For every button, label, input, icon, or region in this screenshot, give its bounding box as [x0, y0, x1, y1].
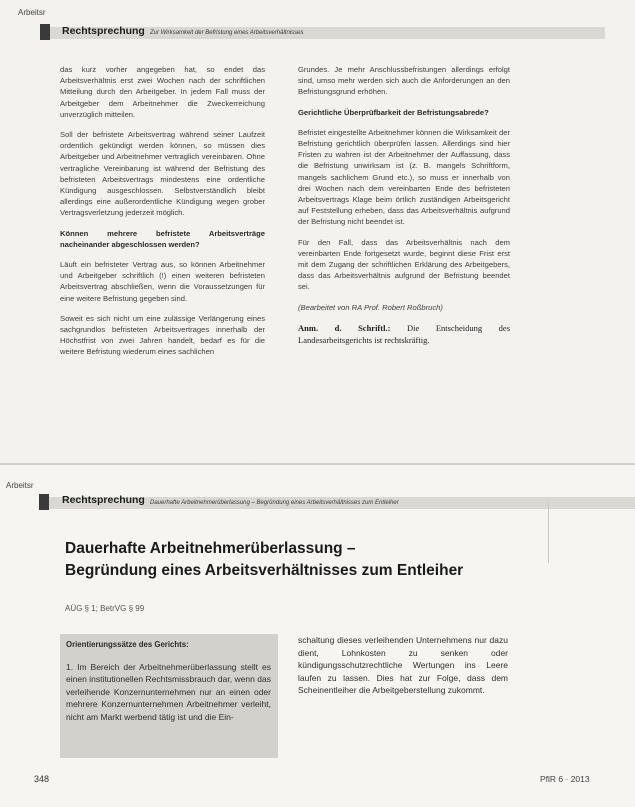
- note-text: Die Entscheidung des Landesarbeitsgerichts ist rechtskräftig.: [298, 322, 511, 345]
- right-column-bottom: [298, 634, 508, 697]
- journal-reference: PflR 6 · 2013: [540, 774, 590, 784]
- paragraph: Läuft ein befristeter Vertrag aus, so können Arbeitnehmer und Arbeitgeber schriftlich (!) einen weiteren befristeten Arbeitsvertrag abschließen, wenn die Voraussetzungen für eine weitere Befristung gegeben sind.: [60, 260, 265, 303]
- article-title-line-2: Begründung eines Arbeitsverhältnisses zum Entleiher: [65, 562, 464, 579]
- paragraph: Soll der befristete Arbeitsvertrag während seiner Laufzeit ordentlich gekündigt werden können, so müssen dies Arbeitgeber und Arbeitnehmer vertraglich vereinbaren. Ohne vertragliche Vereinbarung ist während der Befristung des befristeten Arbeitsvertrags mindestens eine ordentliche Kündigung ausgeschlossen. Selbstverständlich bleibt allerdings eine außerordentliche Kündigung wegen grober Vertragsverletzung jederzeit möglich.: [60, 130, 265, 218]
- right-column-top: [298, 64, 510, 355]
- question-heading: Können mehrere befristete Arbeitsverträge nacheinander abgeschlossen werden?: [60, 228, 265, 249]
- paragraph: Für den Fall, dass das Arbeitsverhältnis nach dem vereinbarten Ende fortgesetzt wurde, beginnt diese Frist erst mit dem Zugang der schriftlichen Erklärung des Arbeitgebers, dass das Arbeitsverhältnis aufgrund der Befristung beendet sei.: [298, 237, 510, 292]
- orientation-heading: Orientierungssätze des Gerichts:: [66, 640, 189, 649]
- editor-credit: (Bearbeitet von RA Prof. Robert Roßbruch): [298, 302, 443, 312]
- paragraph: Befristet eingestellte Arbeitnehmer können die Wirksamkeit der Befristung gerichtlich überprüfen lassen. Allerdings sind hier Fristen zu wahren ist der Arbeitnehmer der Auffassung, dass die Befristung unwirksam ist (z. B. mangels Schriftform, mangels sachlichem Grund etc.), so muss er innerhalb von drei Wochen nach dem vereinbarten Ende des befristeten Arbeitsvertrags Klage beim örtlich zuständigen Arbeitsgericht auf Feststellung erheben, dass das Arbeitsverhältnis aufgrund der Befristung nicht beendet ist.: [298, 127, 510, 227]
- header-subtitle-top: Zur Wirksamkeit der Befristung eines Arbeitsverhältnisses: [150, 30, 304, 36]
- paragraph: Grundes. Je mehr Anschlussbefristungen allerdings erfolgt sind, umso mehr werden sich auch die Anforderungen an den Befristungsgrund erhöhen.: [298, 65, 510, 97]
- orientation-text: [66, 639, 271, 724]
- paragraph: das kurz vorher angegeben hat, so endet das Arbeitsverhältnis erst zwei Wochen nach der schriftlichen Mitteilung durch den Arbeitgeber. In jedem Fall muss der Arbeitgeber dem Arbeitnehmer die Zweckerreichung unverzüglich mitteilen.: [60, 65, 265, 119]
- header-marker-top: [40, 24, 50, 40]
- article-title-line-1: Dauerhafte Arbeitnehmerüberlassung –: [65, 540, 356, 557]
- author-note: [298, 322, 510, 346]
- note-label: Anm. d. Schriftl.:: [298, 322, 391, 333]
- paragraph: Soweit es sich nicht um eine zulässige Verlängerung eines sachgrundlos befristeten Arbeitsvertrages innerhalb der Höchstfrist von zwei Jahren handelt, bedarf es für die weitere Befristung wiederum eines sachlichen: [60, 313, 265, 357]
- header-subtitle-bottom: Dauerhafte Arbeitnehmerüberlassung – Begründung eines Arbeitsverhältnisses zum Entleiher: [150, 500, 399, 506]
- paragraph: schaltung dieses verleihenden Unternehmens nur dazu dient, Lohnkosten zu senken oder kündigungsschutzrechtliche Wertungen ins Leere laufen zu lassen. Dies hat zur Folge, dass dem Scheinentleiher die Arbeitgeberstellung zukommt.: [298, 635, 508, 696]
- left-column-top: [60, 64, 265, 367]
- orientation-paragraph: 1. Im Bereich der Arbeitnehmerüberlassung stellt es einen institutionellen Rechtsmissbrauch dar, wenn das verleihende Konzernunternehmen nur an einen oder mehrere Konzernunternehmen Arbeitnehmer verleiht, nicht am Markt werbend tätig ist und die Ein-: [66, 661, 271, 722]
- law-reference: AÜG § 1; BetrVG § 99: [65, 604, 145, 613]
- page-number: 348: [34, 774, 50, 784]
- header-title-bottom: Rechtsprechung: [62, 494, 145, 506]
- question-heading: Gerichtliche Überprüfbarkeit der Befristungsabrede?: [298, 107, 489, 117]
- header-marker-bottom: [39, 494, 49, 510]
- section-label-top: Arbeitsr: [18, 8, 46, 17]
- article-title: [65, 538, 585, 582]
- header-title-top: Rechtsprechung: [62, 25, 145, 37]
- section-label-bottom: Arbeitsr: [6, 481, 34, 490]
